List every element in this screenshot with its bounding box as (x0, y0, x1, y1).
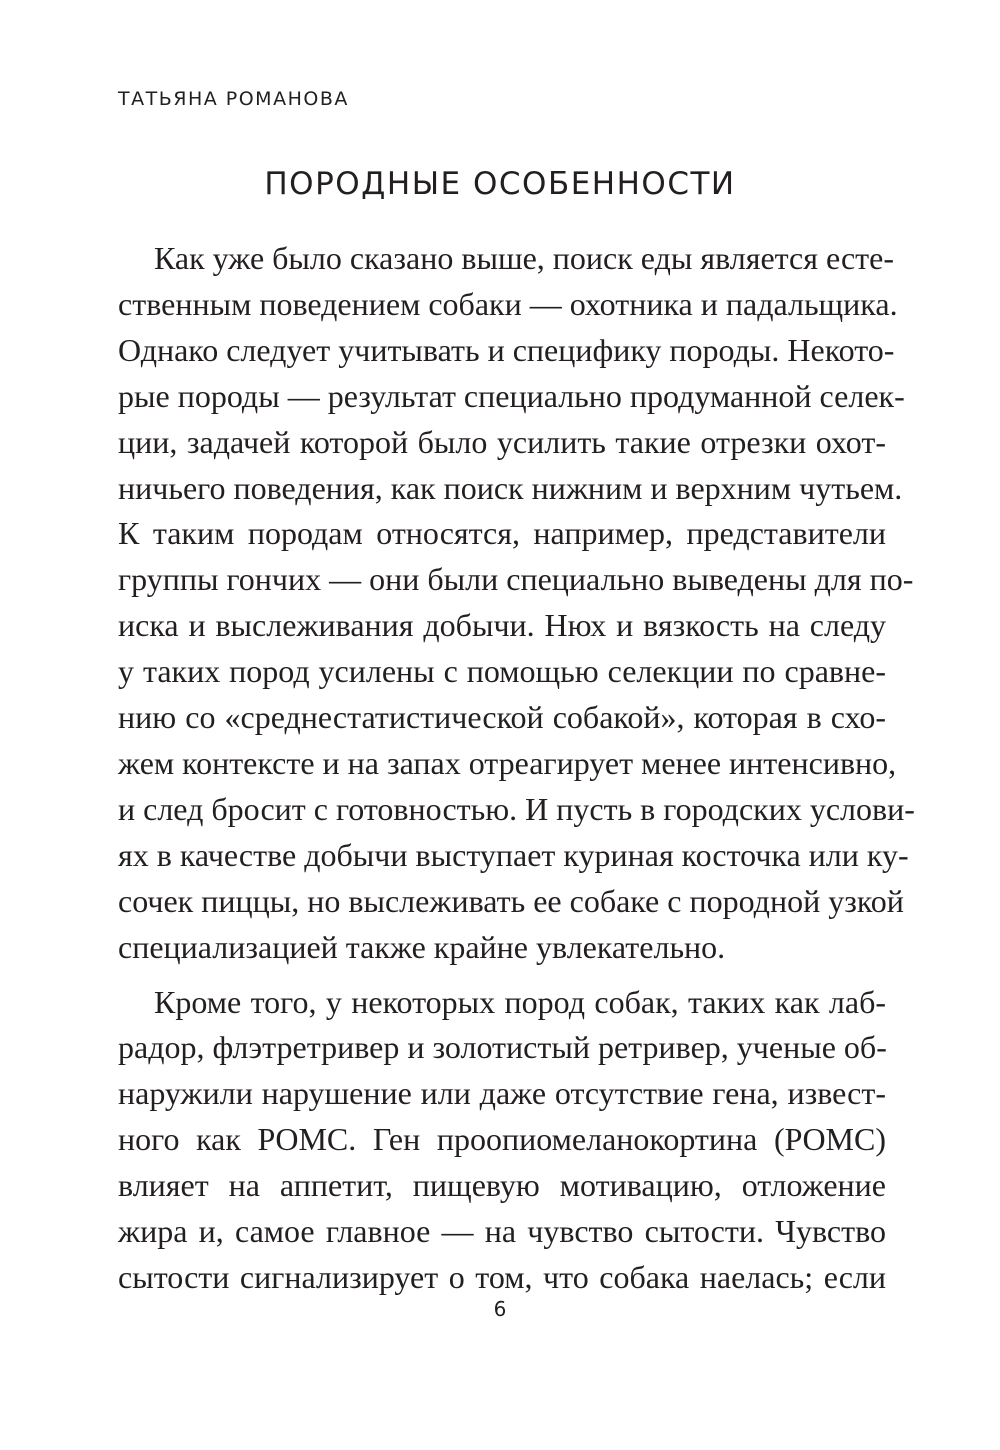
page-number: 6 (493, 1297, 507, 1321)
text-line: Кроме того, у некоторых пород собак, таких как лаб- (154, 983, 886, 1020)
text-line: жира и, самое главное — на чувство сытости. Чувство (118, 1213, 886, 1250)
text-line: группы гончих — они были специально выведены для по- (118, 561, 914, 598)
paragraph-gap (118, 971, 886, 980)
text-line: специализацией также крайне увлекательно. (118, 928, 726, 965)
text-line: ственным поведением собаки — охотника и падальщика. (118, 285, 898, 322)
body-text (118, 236, 915, 1301)
text-line: сочек пиццы, но выслеживать ее собаке с породной узкой (118, 882, 904, 919)
text-line: влияет на аппетит, пищевую мотивацию, отложение (118, 1167, 886, 1204)
text-line: Однако следует учитывать и специфику породы. Некото- (118, 331, 895, 368)
text-line: нию со «среднестатистической собакой», которая в схо- (118, 699, 886, 736)
text-line: сытости сигнализирует о том, что собака наелась; если (118, 1258, 886, 1295)
text-line: наружили нарушение или даже отсутствие гена, извест- (118, 1075, 886, 1112)
text-line: рые породы — результат специально продуманной селек- (118, 377, 905, 414)
paragraph (118, 980, 886, 1301)
text-line: К таким породам относятся, например, представители (118, 515, 886, 552)
text-line: ях в качестве добычи выступает куриная косточка или ку- (118, 836, 909, 873)
text-line: иска и выслеживания добычи. Нюх и вязкость на следу (118, 607, 886, 644)
text-line: ции, задачей которой было усилить такие отрезки охот- (118, 423, 886, 460)
chapter-title: ПОРОДНЫЕ ОСОБЕННОСТИ (264, 166, 736, 202)
text-line: у таких пород усилены с помощью селекции по сравне- (118, 653, 886, 690)
text-line: ного как POMC. Ген проопиомеланокортина (POMC) (118, 1121, 886, 1158)
running-head-author: ТАТЬЯНА РОМАНОВА (118, 88, 349, 110)
text-line: жем контексте и на запах отреагирует менее интенсивно, (118, 744, 897, 781)
text-line: радор, флэтретривер и золотистый ретривер, ученые об- (118, 1029, 887, 1066)
text-line: и след бросит с готовностью. И пусть в городских услови- (118, 790, 915, 827)
text-line: Как уже было сказано выше, поиск еды является есте- (154, 240, 894, 276)
text-line: ничьего поведения, как поиск нижним и верхним чутьем. (118, 469, 903, 506)
paragraph (118, 236, 915, 971)
